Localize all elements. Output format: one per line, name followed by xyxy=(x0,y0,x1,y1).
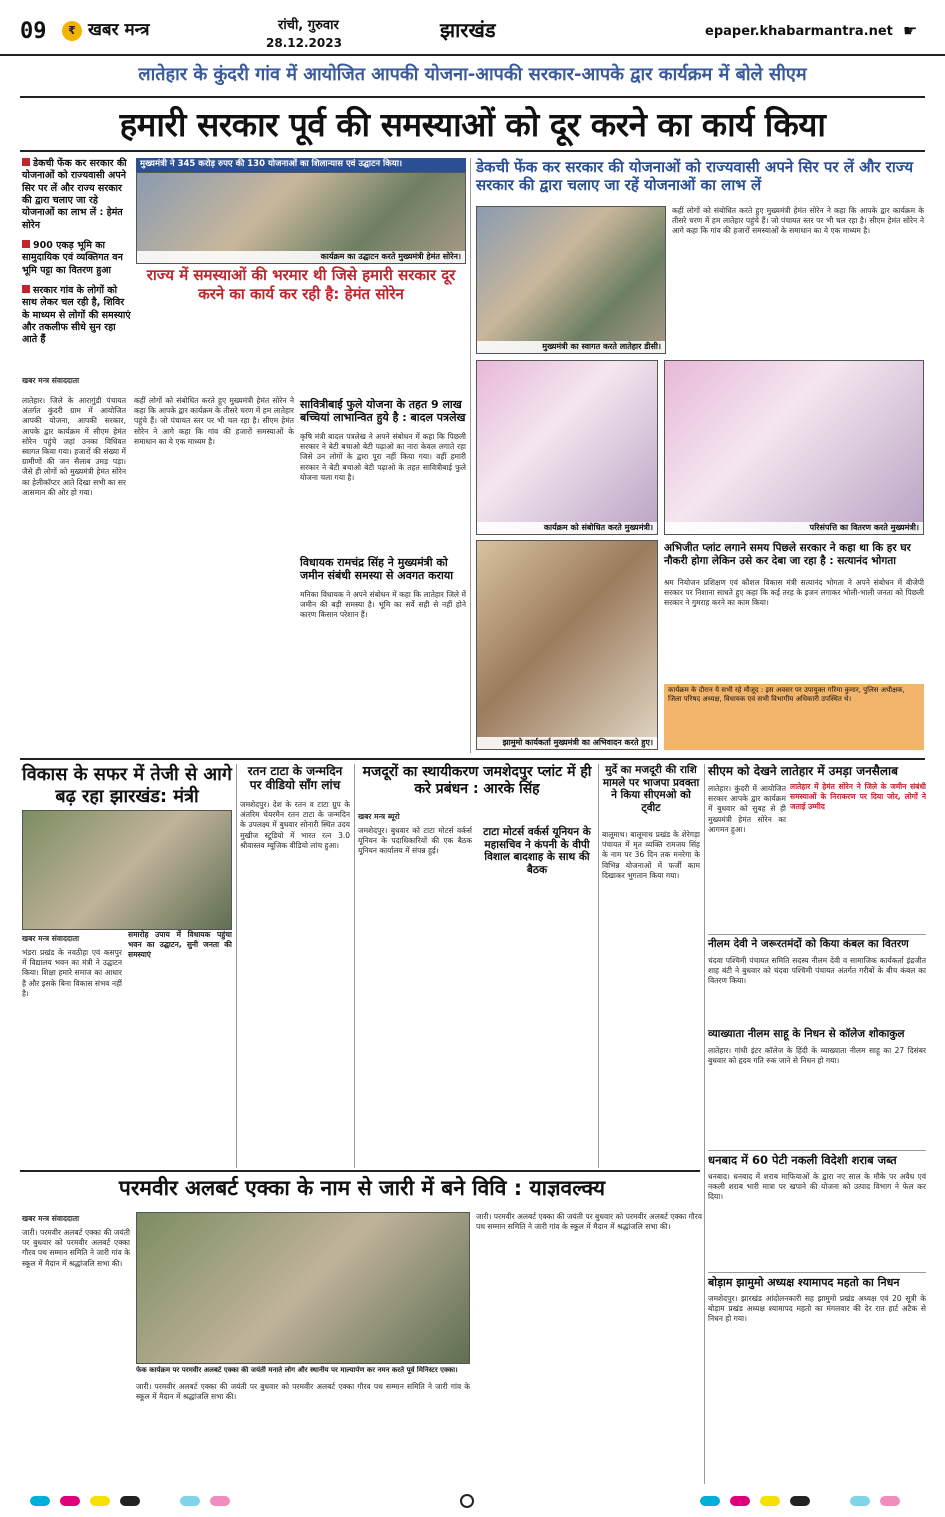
lead-kicker: लातेहार के कुंदरी गांव में आयोजित आपकी योजना-आपकी सरकार-आपके द्वार कार्यक्रम में बोले सीएम xyxy=(138,64,807,85)
cm-dekhne-subhead: लातेहार में हेमंत सोरेन ने जिले के जमीन संबंधी समस्याओं के निराकरण पर दिया जोर, लोगों ने जताई उम्मीद xyxy=(790,782,926,812)
vyakhyata-headline: व्याख्याता नीलम साहू के निधन से कॉलेज शोकाकुल xyxy=(708,1028,905,1040)
abhijit-headline: अभिजीत प्लांट लगाने समय पिछले सरकार ने कहा था कि हर घर नौकरी होगा लेकिन उसे कर देबा जा रहा है : सत्यानंद भोगता xyxy=(664,542,911,567)
brand-logo-icon: ₹ xyxy=(62,21,82,41)
ekka-body: जारी। परमवीर अलबर्ट एक्का की जयंती पर बुधवार को परमवीर अलबर्ट एक्का गौरव पथ सम्मान समिति ने जारी गांव के स्कूल में मैदान में श्रद्धांजलि सभा की। xyxy=(22,1228,130,1268)
photo-banner: मुख्यमंत्री ने 345 करोड़ रुपए की 130 योजनाओं का शिलान्यास एवं उद्घाटन किया। xyxy=(136,158,466,172)
byline: खबर मन्त्र संवाददाता xyxy=(22,934,80,943)
dateline-city: रांची, गुरुवार xyxy=(278,18,339,33)
savitri-headline: सावित्रीबाई फुले योजना के तहत 9 लाख बच्चियां लाभान्वित हुये है : बादल पत्रलेख xyxy=(300,398,466,425)
ekka-caption: फेक कार्यक्रम पर परमवीर अलबर्ट एक्का की जयंती मनाते लोग और स्थानीय पर माल्यार्पण कर नमन करते पूर्व मिनिस्टर एक्का। xyxy=(136,1366,458,1374)
sharab-body: धनबाद। धनबाद में शराब माफियाओं के द्वारा नए साल के मौके पर अवैध एवं नकली शराब भारी मात्रा पर खपाने की योजना को उत्पाद विभाग ने फेल कर दिया। xyxy=(708,1172,926,1202)
ratan-headline: रतन टाटा के जन्मदिन पर वीडियो सॉंग लांच xyxy=(247,764,343,793)
column-rule xyxy=(598,764,599,1168)
bullet-item: सरकार गांव के लोगों को साथ लेकर चल रही है, शिविर के माध्यम से लोगों की समस्याएं और तकलीफ सीधे सुन रहा आते हैं xyxy=(22,285,131,346)
brand-name: खबर मन्त्र xyxy=(88,20,150,40)
cm-dekhne-body: लातेहार। कुंदरी में आयोजित सरकार आपके द्वार कार्यक्रम में बुधवार को सुबह से ही मुख्यमंत्री हेमंत सोरेन का आगमन हुआ। xyxy=(708,784,786,834)
ratan-body: जमशेदपुर। देश के रतन व टाटा ग्रुप के अंतरिम चेयरमैन रतन टाटा के जन्मदिन के उपलक्ष्य में बुधवार सोनारी स्थित उदय मुखीज स्टूडियो में भारत रत्न 3.0 श्रीवास्तव म्यूजिक वीडियो लांच हुआ। xyxy=(240,800,350,850)
bodram-body: जमशेदपुर। झारखंड आंदोलनकारी सह झामुमो प्रखंड अध्यक्ष एवं 20 सूत्री के बोड़ाम प्रखंड अध्यक्ष श्यामापद महतो का मंगलवार की देर रात हार्ट अटैक से निधन हो गया। xyxy=(708,1294,926,1324)
column-rule xyxy=(236,764,237,1168)
column-rule xyxy=(704,764,705,1484)
sub-headline-red: राज्य में समस्याओं की भरमार थी जिसे हमारी सरकार दूर करने का कार्य कर रही है: हेमंत सोरेन xyxy=(146,266,456,303)
attendees-strip: कार्यक्रम के दौरान ये सभी रहे मौजूद : इस अवसर पर उपायुक्त गरिमा कुमार, पुलिस अधीक्षक, जिला परिषद अध्यक्ष, विधायक एवं सभी विभागीय अधिकारी उपस्थित थे। xyxy=(664,684,924,750)
lead-photo-5 xyxy=(476,540,658,750)
lead-bullets xyxy=(22,158,132,347)
murde-headline: मुर्दे का मजदूरी की राशि मामले पर भाजपा प्रवक्ता ने किया सीएमओ को ट्वीट xyxy=(602,764,700,814)
column-rule xyxy=(470,158,471,753)
lead-headline: हमारी सरकार पूर्व की समस्याओं को दूर करने का कार्य किया xyxy=(119,105,826,144)
savitri-body: कृषि मंत्री बादल पत्रलेख ने अपने संबोधन में कहा कि पिछली सरकार ने बेटी बचाओ बेटी पढ़ाओ का नारा केवल लगाते रहा जिसे उन लोगों के द्वारा पूरा नहीं किया गया। वहीं हमारी सरकार ने बेटी बचाओ बेटी पढ़ाओ के तहत सावित्रीबाई फुले योजना चला गया है। xyxy=(300,432,466,482)
vikas-caption: समारोह उपाय में विधायक पहुंचा भवन का उद्घाटन, सुनी जनता की समस्याएं xyxy=(128,930,232,960)
abhijit-body: श्रम नियोजन प्रशिक्षण एवं कौशल विकास मंत्री सत्यानंद भोगता ने अपने संबोधन में बीजेपी सरकार पर निशाना साधते हुए कहा कि कई तरह के इजन लगाकर भोली-भाली जनता को पिछली सरकार ने गुमराह करने का काम किया। xyxy=(664,578,924,608)
majdur-subhead: टाटा मोटर्स वर्कर्स यूनियन के महासचिव ने कंपनी के वीपी विशाल बादशाह के साथ की बैठक xyxy=(483,826,591,876)
ekka-body-3: जारी। परमवीर अलबर्ट एक्का की जयंती पर बुधवार को परमवीर अलबर्ट एक्का गौरव पथ सम्मान समिति ने जारी गांव के स्कूल में मैदान में श्रद्धांजलि सभा की। xyxy=(476,1212,702,1232)
dateline-date: 28.12.2023 xyxy=(266,36,342,50)
section-name: झारखंड xyxy=(440,18,496,42)
bullet-item: डेकची फेंक कर सरकार की योजनाओं को राज्यवासी अपने सिर पर लें और राज्य सरकार की द्वारा चलाए जा रहे योजनाओं का लाभ लें : हेमंत सोरेन xyxy=(22,158,127,231)
divider xyxy=(20,96,925,98)
byline: खबर मन्त्र संवाददाता xyxy=(22,1214,80,1223)
neelam-headline: नीलम देवी ने जरूरतमंदों को किया कंबल का वितरण xyxy=(708,938,909,950)
photo-caption: कार्यक्रम को संबोधित करते मुख्यमंत्री। xyxy=(477,522,657,534)
sharab-headline: धनबाद में 60 पेटी नकली विदेशी शराब जब्त xyxy=(708,1153,897,1167)
lead-body-col1: लातेहार। जिले के आरागुंडी पंचायत अंतर्गत कुंदरी ग्राम में आयोजित आपकी योजना, आपकी सरकार, आपके द्वार कार्यक्रम में सीएम हेमंत सोरेन पहुंचे जहां उनका विधिवत स्वागत किया गया। हजारों की संख्या में ग्रामीणों की जन सैलाब उमड़ पड़ा। जैसे ही लोगों को मुख्यमंत्री हेमंत सोरेन का हेलीकॉप्टर आते दिखा सभी का सर आसमान की ओर हो गया। xyxy=(22,396,126,497)
pointing-hand-icon: ☛ xyxy=(903,21,918,40)
bodram-headline: बोड़ाम झामुमो अध्यक्ष श्यामापद महतो का निधन xyxy=(708,1276,900,1289)
page-number: 09 xyxy=(20,19,47,44)
divider xyxy=(20,758,925,760)
vikas-body: भंडरा प्रखंड के नवठीहा एवं कसपुर में विद्यालय भवन का मंत्री ने उद्घाटन किया। शिक्षा हमारे समाज का आधार है और इसके बिना विकास संभव नहीं है। xyxy=(22,948,122,998)
lead-photo-3 xyxy=(476,360,658,535)
vyakhyata-body: लातेहार। गांधी इंटर कॉलेज के हिंदी के व्याख्याता नीलम साहू का 27 दिसंबर बुधवार को हृदय गति रुक जाने से निधन हो गया। xyxy=(708,1046,926,1066)
mla-body: मनिका विधायक ने अपने संबोधन में कहा कि लातेहार जिले में जमीन की बड़ी समस्या है। भूमि का सर्वे सही से नहीं होने कारण किसान परेशान हैं। xyxy=(300,590,466,620)
mla-headline: विधायक रामचंद्र सिंह ने मुख्यमंत्री को जमीन संबंधी समस्या से अवगत कराया xyxy=(300,556,454,583)
majdur-body: जमशेदपुर। बुधवार को टाटा मोटर्स वर्कर्स यूनियन के पदाधिकारियों की एक बैठक यूनियन कार्यालय में संपन्न हुई। xyxy=(358,826,472,856)
byline: खबर मन्त्र ब्यूरो xyxy=(358,812,400,821)
divider xyxy=(20,150,925,152)
column-rule xyxy=(354,764,355,1168)
photo-caption: मुख्यमंत्री का स्वागत करते लातेहार डीसी। xyxy=(477,341,665,353)
photo-caption: परिसंपत्ति का वितरण करते मुख्यमंत्री। xyxy=(665,522,923,534)
murde-body: बालूमाथ। बालूमाथ प्रखंड के शेरेगड़ा पंचायत में मृत व्यक्ति रामजय सिंह के नाम पर 36 दिन तक मनरेगा के विभिन्न योजनाओं में फर्जी काम दिखाकर भुगतान किया गया। xyxy=(602,830,700,880)
story-rule xyxy=(708,934,926,935)
neelam-body: चंदवा पश्चिमी पंचायत समिति सदस्य नीलम देवी व सामाजिक कार्यकर्ता इंद्रजीत शाह बंटी ने बुधवार को चंदवा पश्चिमी पंचायत अंतर्गत गरीबों के बीच कंबल का वितरण किया। xyxy=(708,956,926,986)
lead-photo-1 xyxy=(136,172,466,264)
epaper-link[interactable]: epaper.khabarmantra.net xyxy=(705,24,893,39)
lead-body-right: कहीं लोगों को संबोधित करते हुए मुख्यमंत्री हेमंत सोरेन ने कहा कि आपके द्वार कार्यक्रम के तीसरे चरण में हम लातेहार पहुंचे हैं। जो पंचायत स्तर पर भी चल रहा है। सीएम हेमंत सोरेन ने आगे कहा कि गांव की हजारों समस्याओं के समाधान का ये एक माध्यम है। xyxy=(672,206,924,236)
photo-caption: झामुमो कार्यकर्ता मुख्यमंत्री का अभिवादन करते हुए। xyxy=(477,737,657,749)
story-rule xyxy=(708,1272,926,1273)
lead-body-col2: कहीं लोगों को संबोधित करते हुए मुख्यमंत्री हेमंत सोरेन ने कहा कि आपके द्वार कार्यक्रम के तीसरे चरण में हम लातेहार पहुंचे हैं। जो पंचायत स्तर पर भी चल रहा है। सीएम हेमंत सोरेन ने आगे कहा कि गांव की हजारों समस्याओं के समाधान का ये एक माध्यम है। xyxy=(134,396,294,446)
ekka-photo xyxy=(136,1212,470,1364)
ekka-headline: परमवीर अलबर्ट एक्का के नाम से जारी में बने विवि : याज्ञवल्क्य xyxy=(118,1176,606,1200)
blue-headline: डेकची फेंक कर सरकार की योजनाओं को राज्यवासी अपने सिर पर लें और राज्य सरकार की द्वारा चलाए जा रहें योजनाओं का लाभ लें xyxy=(476,158,914,194)
ekka-body-2: जारी। परमवीर अलबर्ट एक्का की जयंती पर बुधवार को परमवीर अलबर्ट एक्का गौरव पथ सम्मान समिति ने जारी गांव के स्कूल में मैदान में श्रद्धांजलि सभा की। xyxy=(136,1382,470,1402)
vikas-headline: विकास के सफर में तेजी से आगे बढ़ रहा झारखंड: मंत्री xyxy=(22,764,232,807)
cm-dekhne-headline: सीएम को देखने लातेहार में उमड़ा जनसैलाब xyxy=(708,764,898,778)
vikas-photo xyxy=(22,810,232,930)
photo-caption: कार्यक्रम का उद्घाटन करते मुख्यमंत्री हेमंत सोरेन। xyxy=(137,251,465,263)
byline: खबर मन्त्र संवाददाता xyxy=(22,376,80,385)
lead-photo-2 xyxy=(476,206,666,354)
lead-photo-4 xyxy=(664,360,924,535)
majdur-headline: मजदूरों का स्थायीकरण जमशेदपुर प्लांट में ही करे प्रबंधन : आरके सिंह xyxy=(362,764,592,797)
story-rule xyxy=(708,1150,926,1151)
divider xyxy=(20,1170,700,1172)
registration-marks xyxy=(0,1488,945,1516)
bullet-item: 900 एकड़ भूमि का सामुदायिक एवं व्यक्तिगत वन भूमि पट्टा का वितरण हुआ xyxy=(22,240,123,276)
